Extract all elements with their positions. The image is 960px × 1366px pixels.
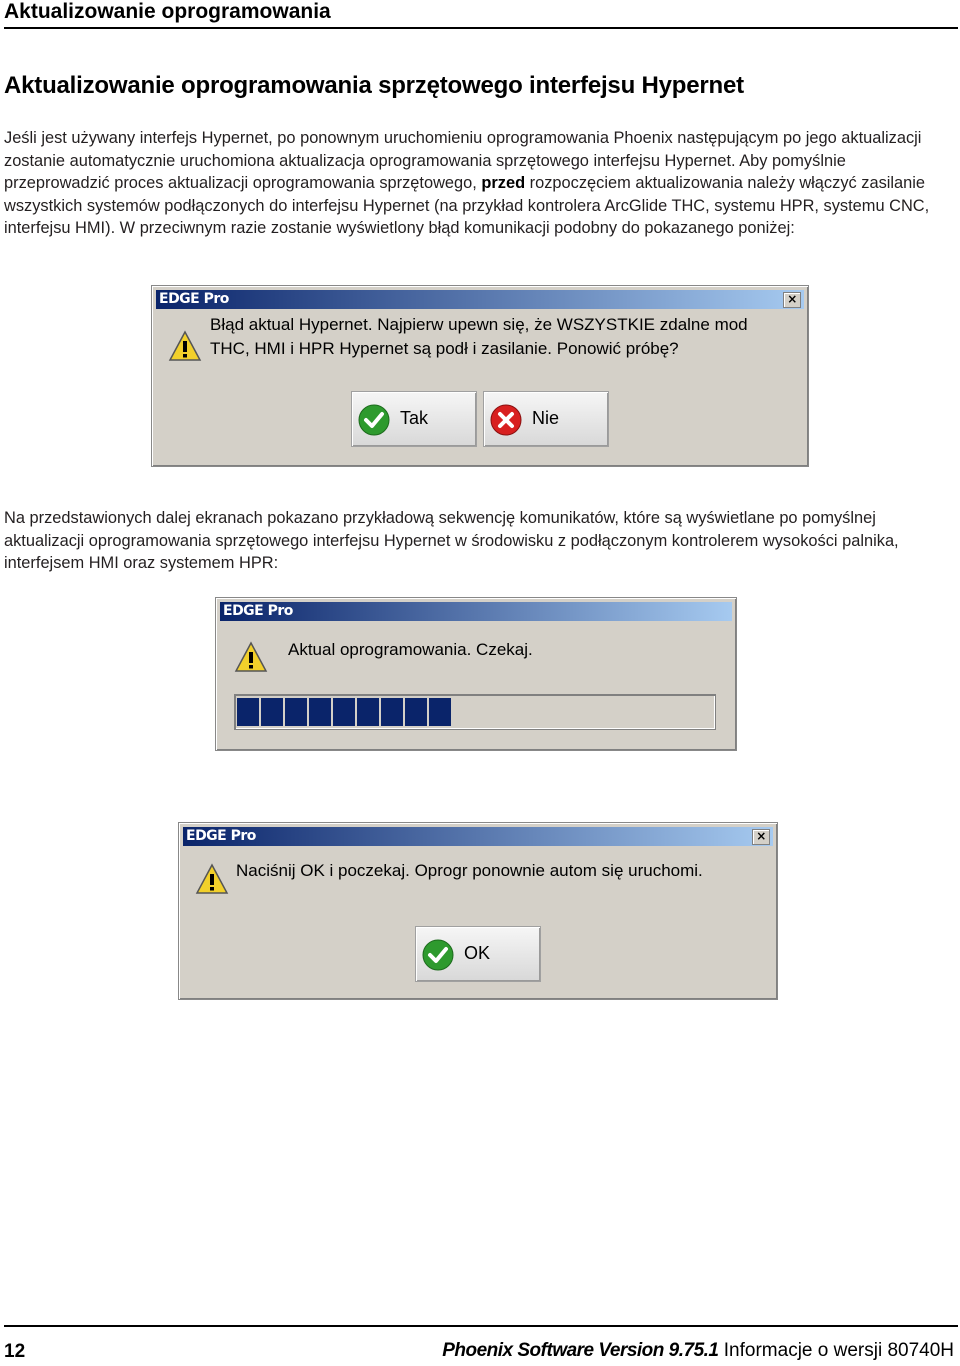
progress-block — [261, 698, 283, 726]
checkmark-icon — [358, 404, 390, 436]
page-number: 12 — [4, 1341, 26, 1362]
intro-text-start: Jeśli jest używany interfejs Hypernet, po ponownym uruchomieniu oprogramowania Phoenix następującym po jego aktualizacji zostanie automatycznie uruchomiona aktualizacja oprogramowania sprzętowego interfejsu Hypernet. Aby pomyślnie przeprowadzić proces aktualizacji oprogramowania sprzętowego, — [4, 129, 922, 192]
error-message-line-2: THC, HMI i HPR Hypernet są podł i zasilanie. Ponowić próbę? — [210, 339, 679, 358]
ok-button-label: OK — [464, 943, 491, 963]
dialog-title: EDGE Pro — [159, 291, 229, 307]
page-header-title: Aktualizowanie oprogramowania — [4, 0, 331, 23]
section-title: Aktualizowanie oprogramowania sprzętowego interfejsu Hypernet — [4, 72, 744, 99]
no-button[interactable] — [483, 391, 609, 447]
intro-text-bold: przed — [481, 174, 526, 192]
progress-block — [309, 698, 331, 726]
footer-divider — [4, 1325, 958, 1327]
dialog-title-bar — [183, 827, 773, 846]
checkmark-icon — [422, 939, 454, 971]
progress-block — [333, 698, 355, 726]
error-message — [210, 313, 800, 361]
progress-bar-fill — [237, 698, 451, 726]
header-divider — [4, 27, 958, 29]
error-dialog — [151, 285, 809, 467]
progress-block — [357, 698, 379, 726]
progress-bar — [234, 694, 716, 730]
dialog-title: EDGE Pro — [186, 828, 256, 844]
progress-block — [429, 698, 451, 726]
sequence-paragraph: Na przedstawionych dalej ekranach pokazano przykładową sekwencję komunikatów, które są wyświetlane po pomyślnej aktualizacji oprogramowania sprzętowego interfejsu Hypernet w środowisku z podłączonym kontrolerem wysokości palnika, interfejsem HMI oraz systemem HPR: — [4, 509, 899, 572]
footer-info — [442, 1340, 954, 1362]
no-button-label: Nie — [532, 408, 560, 428]
dialog-title-bar — [156, 290, 804, 309]
progress-message: Aktual oprogramowania. Czekaj. — [288, 640, 533, 659]
software-version: Phoenix Software Version 9.75.1 — [442, 1340, 719, 1361]
warning-icon — [234, 641, 268, 673]
progress-block — [405, 698, 427, 726]
progress-block — [381, 698, 403, 726]
intro-text-end: rozpoczęciem aktualizowania należy włączyć zasilanie wszystkich systemów podłączonych do interfejsu Hypernet (na przykład kontrolera ArcGlide THC, systemu HPR, systemu CNC, interfejsu HMI). W przeciwnym razie zostanie wyświetlony błąd komunikacji podobny do pokazanego poniżej: — [4, 174, 930, 237]
yes-button-label: Tak — [400, 408, 429, 428]
error-x-icon — [490, 404, 522, 436]
close-button[interactable]: × — [783, 292, 801, 308]
warning-icon — [168, 330, 202, 362]
dialog-title: EDGE Pro — [223, 603, 293, 619]
intro-paragraph — [4, 127, 956, 240]
close-button[interactable]: × — [752, 829, 770, 845]
warning-icon — [195, 863, 229, 895]
error-message-line-1: Błąd aktual Hypernet. Najpierw upewn się, że WSZYSTKIE zdalne mod — [210, 315, 748, 334]
ok-button[interactable] — [415, 926, 541, 982]
dialog-title-bar — [220, 602, 732, 621]
restart-message: Naciśnij OK i poczekaj. Oprogr ponownie autom się uruchomi. — [236, 861, 703, 880]
restart-dialog — [178, 822, 778, 1000]
document-info: Informacje o wersji 80740H — [723, 1340, 954, 1361]
yes-button[interactable] — [351, 391, 477, 447]
progress-block — [237, 698, 259, 726]
progress-dialog — [215, 597, 737, 751]
progress-block — [285, 698, 307, 726]
